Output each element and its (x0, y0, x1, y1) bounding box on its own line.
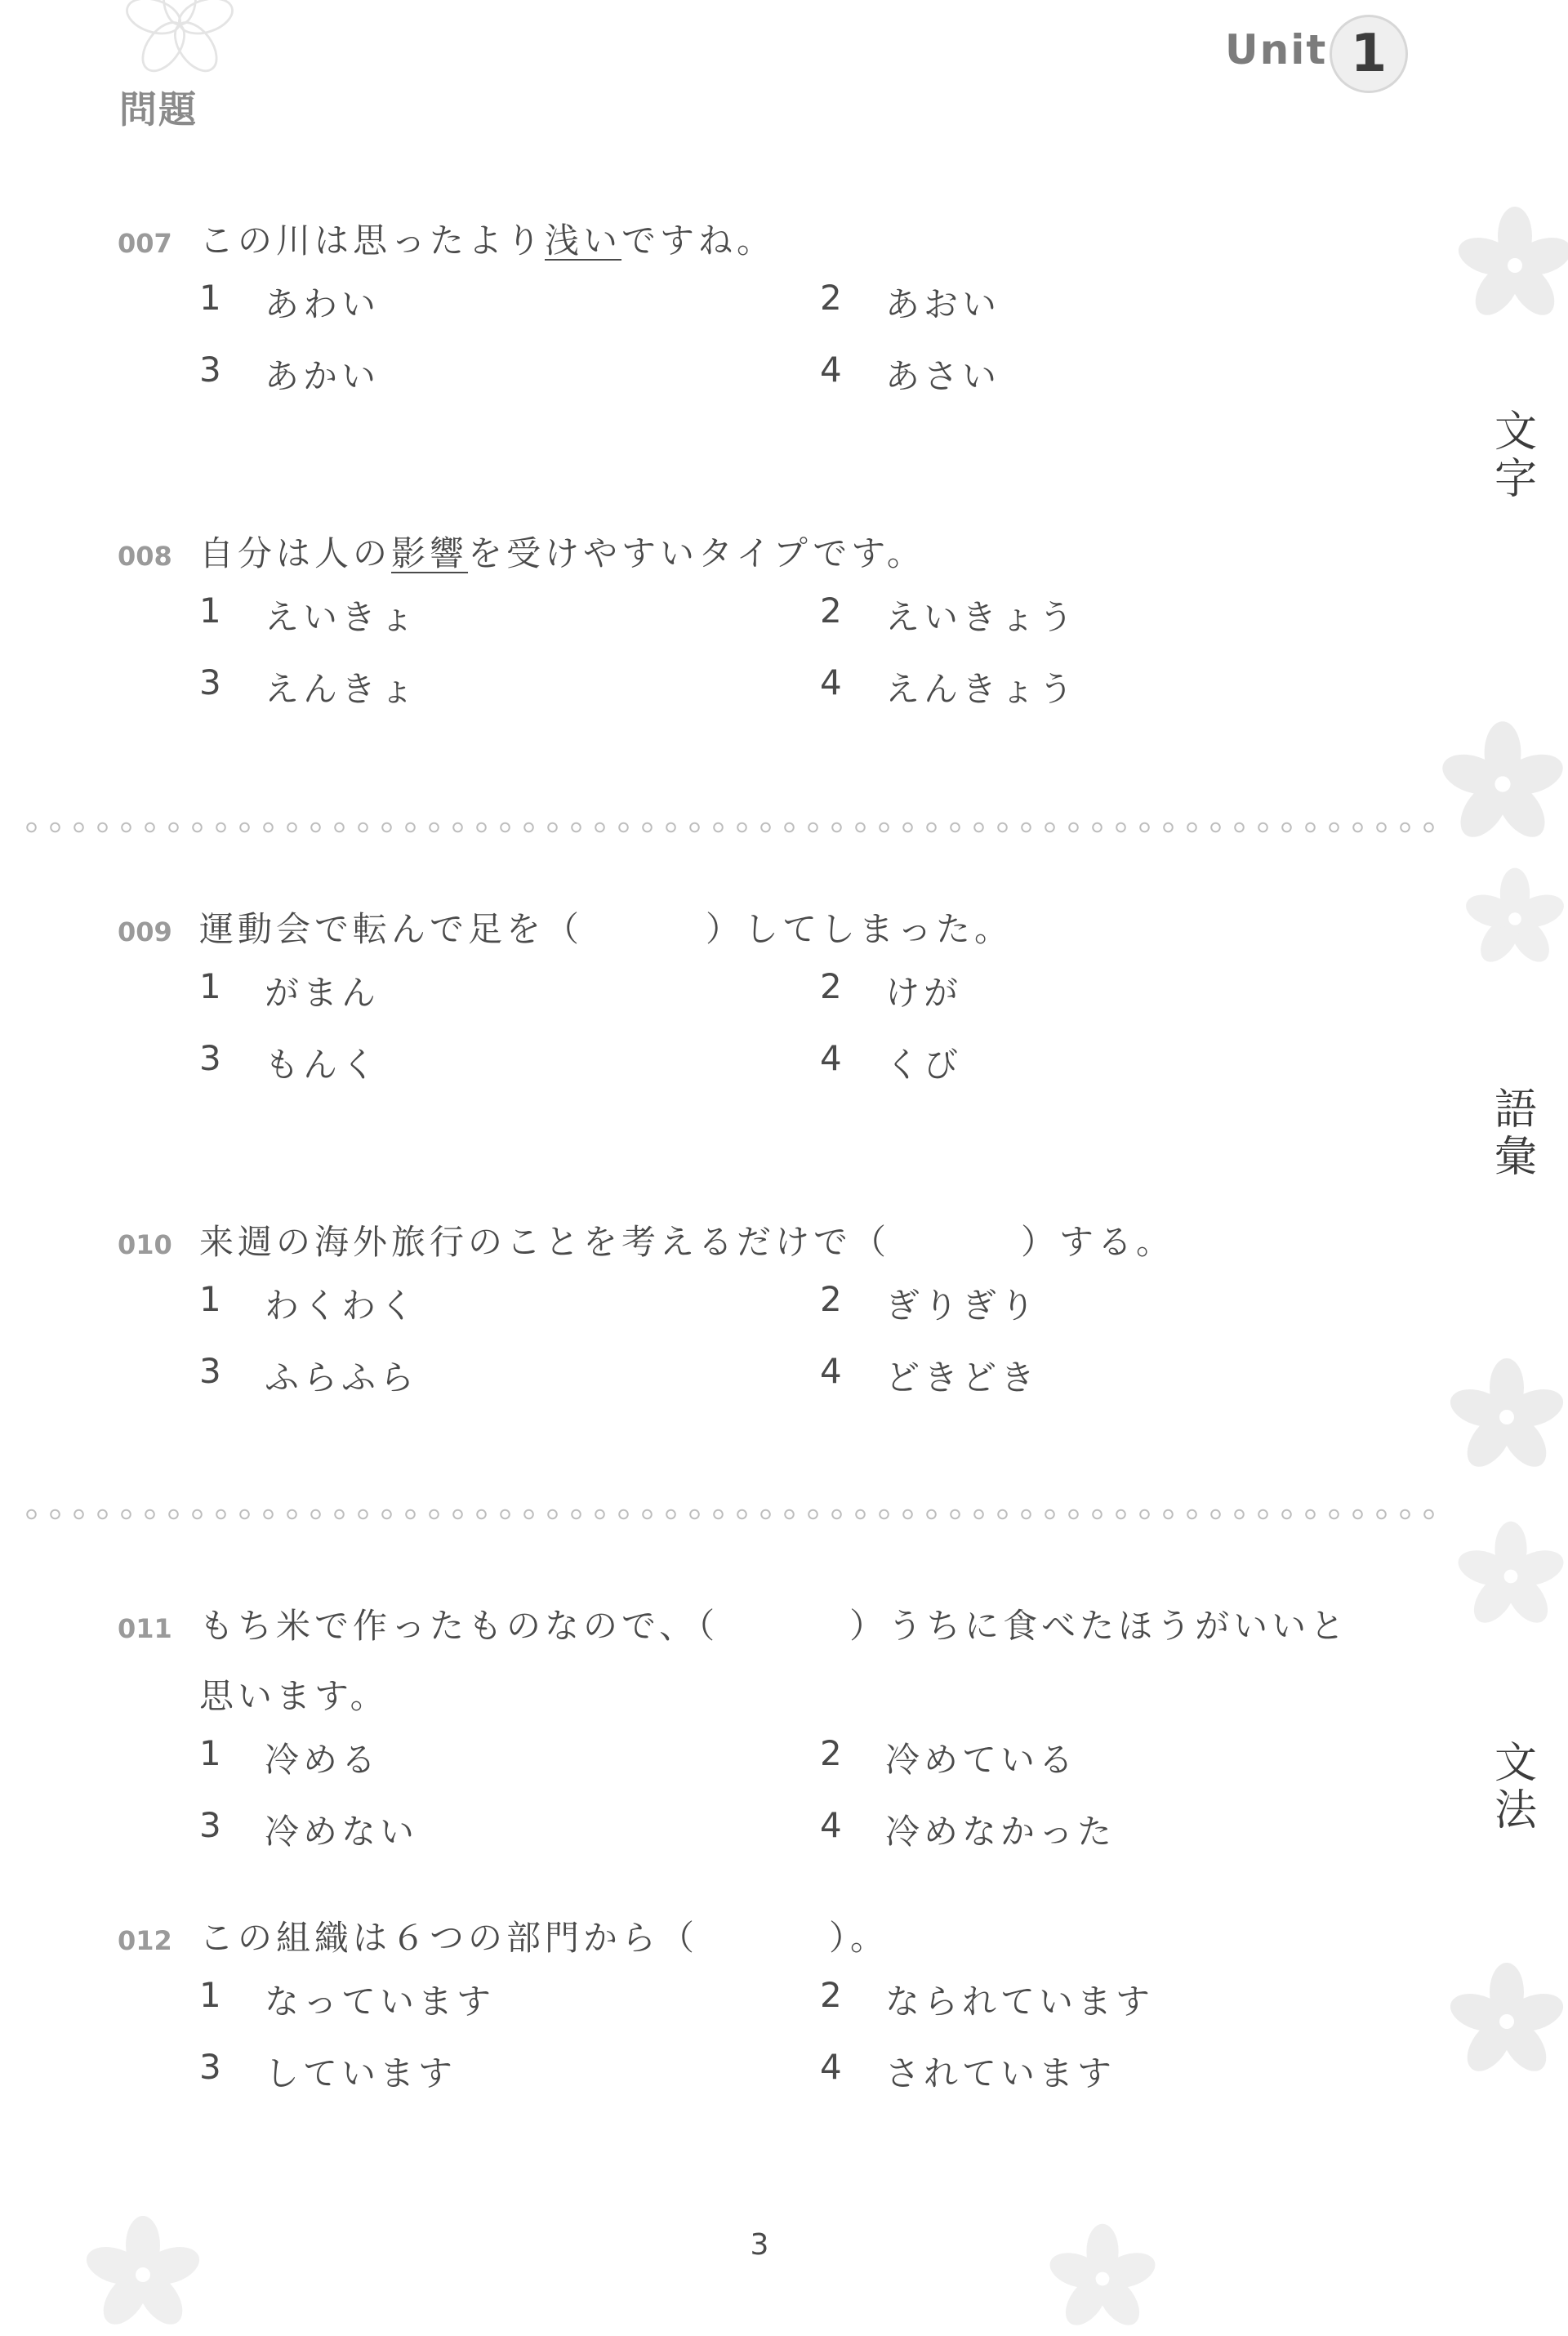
question-text-line-2: 思います。 (199, 1676, 389, 1716)
question-number: 011 (118, 1613, 172, 1644)
flower-decoration-right-1 (1454, 204, 1568, 327)
option-4[interactable]: 4 くび (820, 1038, 963, 1085)
question-007 (118, 214, 1408, 399)
option-2[interactable]: 2 けが (820, 966, 963, 1013)
flower-decoration-right-5 (1454, 1519, 1568, 1634)
question-011 (118, 1599, 1408, 1854)
option-2[interactable]: 2 冷めている (820, 1733, 1078, 1780)
question-number: 007 (118, 228, 172, 259)
option-4[interactable]: 4 されています (820, 2047, 1116, 2093)
option-2[interactable]: 2 あおい (820, 278, 1001, 324)
side-tab-bunpo: 文法 (1494, 1739, 1537, 1835)
unit-label: Unit (1225, 26, 1328, 74)
option-4[interactable]: 4 どきどき (820, 1351, 1040, 1398)
option-1[interactable]: 1 がまん (199, 966, 381, 1013)
option-3[interactable]: 3 あかい (199, 350, 381, 396)
question-text: 来週の海外旅行のことを考えるだけで（ ）する。 (199, 1222, 1175, 1262)
flower-decoration-right-6 (1446, 1960, 1568, 2083)
option-1[interactable]: 1 あわい (199, 278, 381, 324)
question-number: 009 (118, 916, 172, 947)
option-2[interactable]: 2 ぎりぎり (820, 1279, 1040, 1326)
question-text: この川は思ったより浅いですね。 (199, 221, 776, 261)
unit-header (1225, 15, 1437, 96)
answer-options (199, 966, 1408, 1087)
flower-decoration-right-4 (1446, 1356, 1568, 1478)
option-3[interactable]: 3 もんく (199, 1038, 381, 1085)
question-number: 012 (118, 1925, 172, 1956)
question-number: 008 (118, 541, 172, 572)
unit-number-badge: 1 (1330, 15, 1408, 93)
side-tab-goi: 語彙 (1494, 1086, 1537, 1182)
answer-options (199, 1975, 1408, 2096)
option-3[interactable]: 3 ふらふら (199, 1351, 419, 1398)
option-4[interactable]: 4 あさい (820, 350, 1001, 396)
question-009 (118, 903, 1408, 1087)
flower-decoration-top (122, 0, 237, 82)
question-text: もち米で作ったものなので、（ ）うちに食べたほうがいいと (199, 1606, 1349, 1646)
flower-decoration-right-2 (1437, 719, 1568, 849)
question-012 (118, 1911, 1408, 2096)
option-3[interactable]: 3 えんきょ (199, 662, 419, 709)
underlined-word: 浅い (545, 221, 622, 261)
page-title: 問題 (119, 87, 198, 132)
flower-decoration-right-3 (1462, 866, 1568, 972)
option-1[interactable]: 1 なっています (199, 1975, 496, 2022)
question-008 (118, 527, 1408, 711)
option-1[interactable]: 1 冷める (199, 1733, 381, 1780)
question-text: この組織は６つの部門から（ ）。 (199, 1918, 889, 1958)
question-text: 自分は人の影響を受けやすいタイプです。 (199, 533, 925, 573)
question-010 (118, 1215, 1408, 1400)
answer-options (199, 1279, 1408, 1400)
section-divider (20, 1508, 1441, 1521)
answer-options (199, 1733, 1408, 1854)
section-divider (20, 821, 1441, 834)
option-3[interactable]: 3 しています (199, 2047, 457, 2093)
answer-options (199, 591, 1408, 711)
option-2[interactable]: 2 えいきょう (820, 591, 1078, 637)
page-number: 3 (750, 2228, 769, 2262)
question-number: 010 (118, 1229, 172, 1260)
option-1[interactable]: 1 わくわく (199, 1279, 419, 1326)
side-tab-moji: 文字 (1494, 408, 1537, 504)
option-3[interactable]: 3 冷めない (199, 1805, 419, 1852)
option-4[interactable]: 4 えんきょう (820, 662, 1078, 709)
option-4[interactable]: 4 冷めなかった (820, 1805, 1116, 1852)
answer-options (199, 278, 1408, 399)
option-1[interactable]: 1 えいきょ (199, 591, 419, 637)
underlined-word: 影響 (391, 533, 469, 573)
question-text: 運動会で転んで足を（ ）してしまった。 (199, 909, 1013, 949)
option-2[interactable]: 2 なられています (820, 1975, 1155, 2022)
